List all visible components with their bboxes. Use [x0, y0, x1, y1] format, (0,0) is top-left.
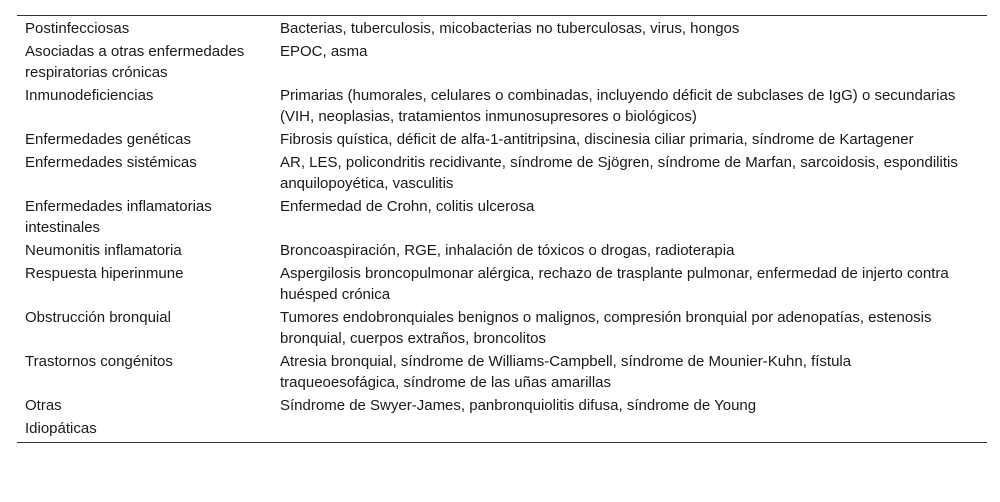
cause-cell: Idiopáticas — [25, 420, 97, 437]
table-row — [17, 16, 987, 41]
table-body — [17, 16, 987, 443]
description-cell: Enfermedad de Crohn, colitis ulcerosa — [280, 198, 535, 215]
description-cell: Aspergilosis broncopulmonar alérgica, rechazo de trasplante pulmonar, enfermedad de injerto contra huésped crónica — [280, 265, 949, 303]
description-cell: Fibrosis quística, déficit de alfa-1-antitripsina, discinesia ciliar primaria, síndrome de Kartagener — [280, 131, 914, 148]
description-cell: Atresia bronquial, síndrome de Williams-Campbell, síndrome de Mounier-Kuhn, fístula traqueoesofágica, síndrome de las uñas amarillas — [280, 353, 852, 391]
etiology-table — [17, 15, 987, 443]
cause-cell: Respuesta hiperinmune — [25, 265, 184, 282]
table-row — [17, 350, 987, 394]
description-cell — [272, 417, 987, 443]
description-cell: Bacterias, tuberculosis, micobacterias no tuberculosas, virus, hongos — [280, 20, 740, 37]
cause-cell: Enfermedades inflamatorias intestinales — [25, 198, 212, 236]
table-row — [17, 195, 987, 239]
table-row — [17, 394, 987, 417]
table-row — [17, 239, 987, 262]
description-cell: Tumores endobronquiales benignos o malignos, compresión bronquial por adenopatías, estenosis bronquial, cuerpos extraños, broncolitos — [280, 309, 932, 347]
table-row — [17, 40, 987, 84]
table-row — [17, 128, 987, 151]
cause-cell: Inmunodeficiencias — [25, 87, 154, 104]
description-cell: EPOC, asma — [280, 43, 368, 60]
cause-cell: Enfermedades sistémicas — [25, 154, 197, 171]
table-row — [17, 417, 987, 443]
description-cell: AR, LES, policondritis recidivante, síndrome de Sjögren, síndrome de Marfan, sarcoidosis, espondilitis anquilopoyética, vasculitis — [280, 154, 958, 192]
table-row — [17, 306, 987, 350]
cause-cell: Postinfecciosas — [25, 20, 130, 37]
etiology-table-container — [17, 15, 987, 443]
table-row — [17, 84, 987, 128]
description-cell: Síndrome de Swyer-James, panbronquiolitis difusa, síndrome de Young — [280, 397, 757, 414]
cause-cell: Asociadas a otras enfermedades respiratorias crónicas — [25, 43, 245, 81]
cause-cell: Enfermedades genéticas — [25, 131, 191, 148]
table-row — [17, 151, 987, 195]
cause-cell: Trastornos congénitos — [25, 353, 173, 370]
description-cell: Primarias (humorales, celulares o combinadas, incluyendo déficit de subclases de IgG) o secundarias (VIH, neoplasias, tratamientos inmunosupresores o biológicos) — [280, 87, 956, 125]
cause-cell: Obstrucción bronquial — [25, 309, 171, 326]
cause-cell: Otras — [25, 397, 62, 414]
description-cell: Broncoaspiración, RGE, inhalación de tóxicos o drogas, radioterapia — [280, 242, 735, 259]
cause-cell: Neumonitis inflamatoria — [25, 242, 182, 259]
table-row — [17, 262, 987, 306]
